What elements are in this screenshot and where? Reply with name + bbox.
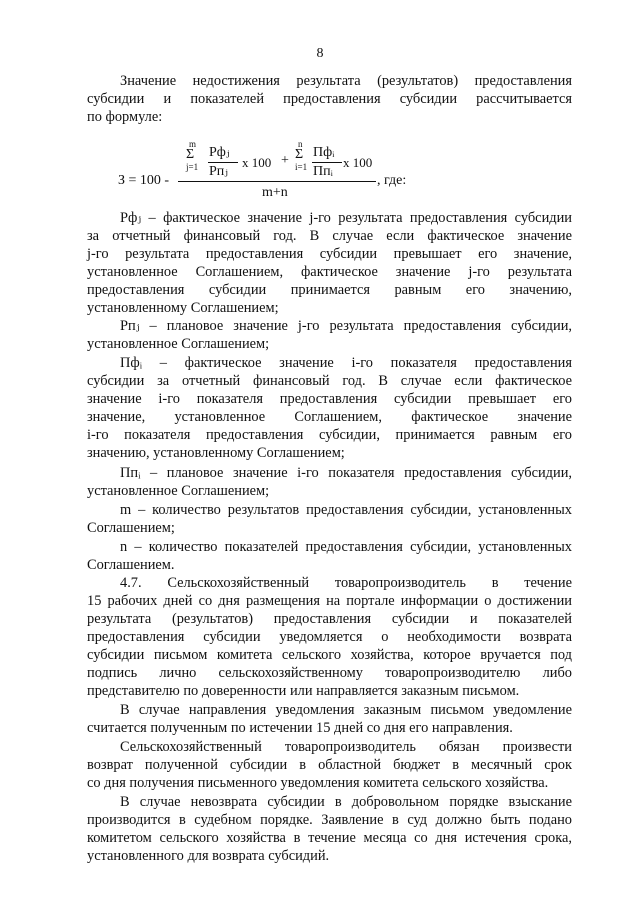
text-line: 15 рабочих дней со дня размещения на портале информации о достижении [87, 593, 572, 609]
text-line: за отчетный финансовый год. В случае если фактическое значение [87, 228, 572, 244]
text-line: возврат полученной субсидии в областной бюджет в месячный срок [87, 757, 572, 773]
text-line: m – количество результатов предоставления субсидии, установленных [120, 502, 572, 518]
text-line: Соглашением. [87, 557, 175, 573]
text-line: значение i-го показателя предоставления субсидии превышает его [87, 391, 572, 407]
text-line: установленного для возврата субсидий. [87, 848, 330, 864]
text-line: результата (результатов) предоставления субсидии и показателей [87, 611, 572, 627]
text-line: подпись лично сельскохозяйственному товаропроизводителю либо [87, 665, 572, 681]
text-line: по формуле: [87, 109, 163, 125]
sum1-upper-limit: m [189, 139, 197, 149]
text-line: Сельскохозяйственный товаропроизводитель обязан произвести [120, 739, 572, 755]
main-fraction-bar [178, 181, 376, 182]
inner-fraction-bar-2 [312, 162, 342, 163]
times-100-2: x 100 [343, 155, 373, 170]
text-line: представителю по доверенности или направляется заказным письмом. [87, 683, 520, 699]
text-line: 4.7. Сельскохозяйственный товаропроизводитель в течение [120, 575, 572, 591]
text-line: Рфⱼ – фактическое значение j-го результата предоставления субсидии [120, 210, 572, 226]
text-line: В случае невозврата субсидии в добровольном порядке взыскание [120, 794, 572, 810]
sum1-sigma: Σ [186, 147, 195, 162]
text-line: установленному Соглашением; [87, 300, 279, 316]
plus-sign: + [281, 153, 289, 168]
text-line: предоставления субсидии уведомляется о необходимости возврата [87, 629, 572, 645]
times-100-1: x 100 [242, 155, 272, 170]
text-line: Соглашением; [87, 520, 175, 536]
text-line: значение, установленное Соглашением, фактическое значение [87, 409, 572, 425]
sum2-sigma: Σ [295, 147, 304, 162]
text-line: со дня получения письменного уведомления комитета сельского хозяйства. [87, 775, 549, 791]
text-line: субсидии за отчетный финансовый год. В случае если фактическое [87, 373, 572, 389]
text-line: производится в судебном порядке. Заявление в суд должно быть подано [87, 812, 572, 828]
text-line: Рпⱼ – плановое значение j-го результата предоставления субсидии, [120, 318, 572, 334]
inner-fraction-bar-1 [208, 162, 238, 163]
text-line: Значение недостижения результата (результатов) предоставления [120, 73, 572, 89]
rfj-numerator: Рфⱼ [209, 145, 230, 160]
pfi-numerator: Пфᵢ [313, 145, 335, 160]
text-line: комитетом сельского хозяйства в течение месяца со дня истечения срока, [87, 830, 572, 846]
text-line: n – количество показателей предоставления субсидии, установленных [120, 539, 572, 555]
text-line: Ппᵢ – плановое значение i-го показателя предоставления субсидии, [120, 465, 572, 481]
text-line: j-го результата предоставления субсидии превышает его значение, [87, 246, 572, 262]
text-line: субсидии и показателей предоставления субсидии рассчитывается [87, 91, 572, 107]
formula-denominator: m+n [262, 185, 288, 200]
text-line: установленное Соглашением; [87, 336, 270, 352]
sum2-upper-limit: n [298, 139, 303, 149]
page-number: 8 [316, 46, 324, 61]
text-line: субсидии письмом комитета сельского хозяйства, которое вручается под [87, 647, 572, 663]
text-line: считается полученным по истечении 15 дней со дня его направления. [87, 720, 513, 736]
formula-lhs: З = 100 - [118, 173, 170, 188]
text-line: установленное Соглашением, фактическое значение j-го результата [87, 264, 572, 280]
text-line: i-го показателя предоставления субсидии, принимается равным его [87, 427, 572, 443]
text-line: предоставления субсидии принимается равным его значению, [87, 282, 572, 298]
ppi-denominator: Ппᵢ [313, 164, 333, 179]
text-line: Пфᵢ – фактическое значение i-го показателя предоставления [120, 355, 572, 371]
rpj-denominator: Рпⱼ [209, 164, 228, 179]
sum2-lower-limit: i=1 [295, 162, 308, 172]
text-line: значению, установленному Соглашением; [87, 445, 345, 461]
formula-tail: , где: [377, 173, 407, 188]
sum1-lower-limit: j=1 [186, 162, 199, 172]
text-line: установленное Соглашением; [87, 483, 270, 499]
text-line: В случае направления уведомления заказным письмом уведомление [120, 702, 572, 718]
